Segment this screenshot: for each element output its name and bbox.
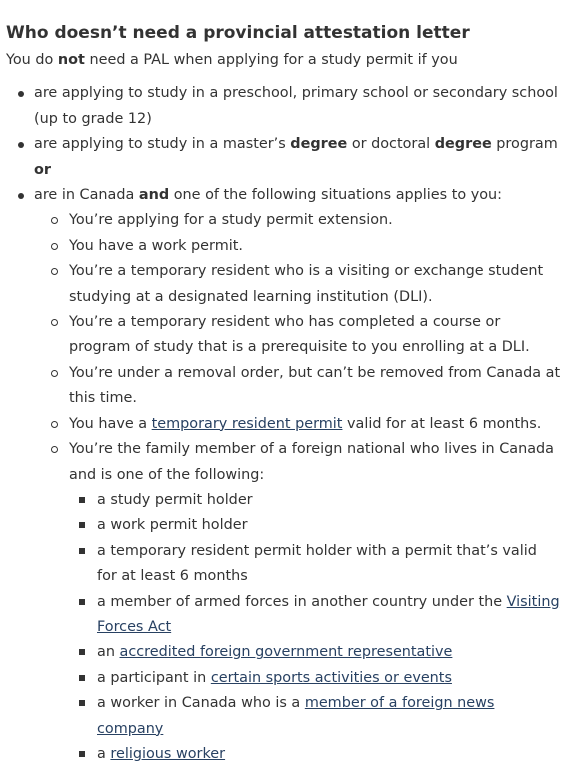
family-item [77,691,561,742]
situation-item: You’re a temporary resident who has completed a course or program of study that is a prerequisite to you enrolling at a DLI. [49,310,565,361]
foreign-news-company-link[interactable]: member of a foreign news company [97,695,495,737]
family-text: a participant in [97,669,211,686]
item-text: are applying to study in a master’s [34,136,291,153]
item-text: are applying to study in a preschool, primary school or secondary school (up to grade 12) [34,85,558,127]
situation-text: valid for at least 6 months. [342,415,542,432]
family-member-list [69,488,561,767]
section-heading: Who doesn’t need a provincial attestation letter [6,23,470,43]
family-item: a study permit holder [77,488,561,513]
temporary-resident-permit-link[interactable]: temporary resident permit [151,415,343,432]
item-text: one of the following situations applies to you: [169,187,503,204]
situation-item: You have a work permit. [49,234,565,259]
list-item [6,81,573,132]
situation-list [34,208,565,767]
visiting-forces-act-link[interactable]: Visiting Forces Act [97,593,560,635]
family-text: a worker in Canada who is a [97,695,305,712]
intro-text-c: need a PAL when applying for a study permit if you [84,52,458,68]
accredited-representative-link[interactable]: accredited foreign government representative [119,644,453,661]
situation-text: You’re the family member of a foreign national who lives in Canada and is one of the following: [69,441,555,483]
item-emphasis: or [34,161,51,178]
situation-item: You’re applying for a study permit extension. [49,208,565,233]
situation-item [49,412,565,437]
sports-activities-link[interactable]: certain sports activities or events [210,669,452,686]
item-text: program [491,136,558,153]
situation-item: You’re under a removal order, but can’t be removed from Canada at this time. [49,361,565,412]
family-item [77,640,561,665]
family-text: a member of armed forces in another country under the [97,593,507,610]
item-emphasis: degree [290,136,348,153]
exemption-list [6,81,573,767]
family-item [77,590,561,641]
situation-item: You’re a temporary resident who is a visiting or exchange student studying at a designated learning institution (DLI). [49,259,565,310]
family-item: a temporary resident permit holder with a permit that’s valid for at least 6 months [77,539,561,590]
list-item [6,132,573,183]
family-item [77,666,561,691]
family-item: a work permit holder [77,513,561,538]
religious-worker-link[interactable]: religious worker [110,745,226,762]
item-emphasis: degree [434,136,492,153]
item-text: are in Canada [34,187,139,204]
situation-item [49,437,565,767]
item-text: or doctoral [347,136,435,153]
situation-text: You have a [69,415,152,432]
family-text: an [97,644,120,661]
intro-text-a: You do [6,52,58,68]
intro-emphasis: not [57,52,85,68]
intro-paragraph [6,48,573,73]
family-text: a [97,745,111,762]
item-emphasis: and [138,187,170,204]
list-item [6,183,573,767]
